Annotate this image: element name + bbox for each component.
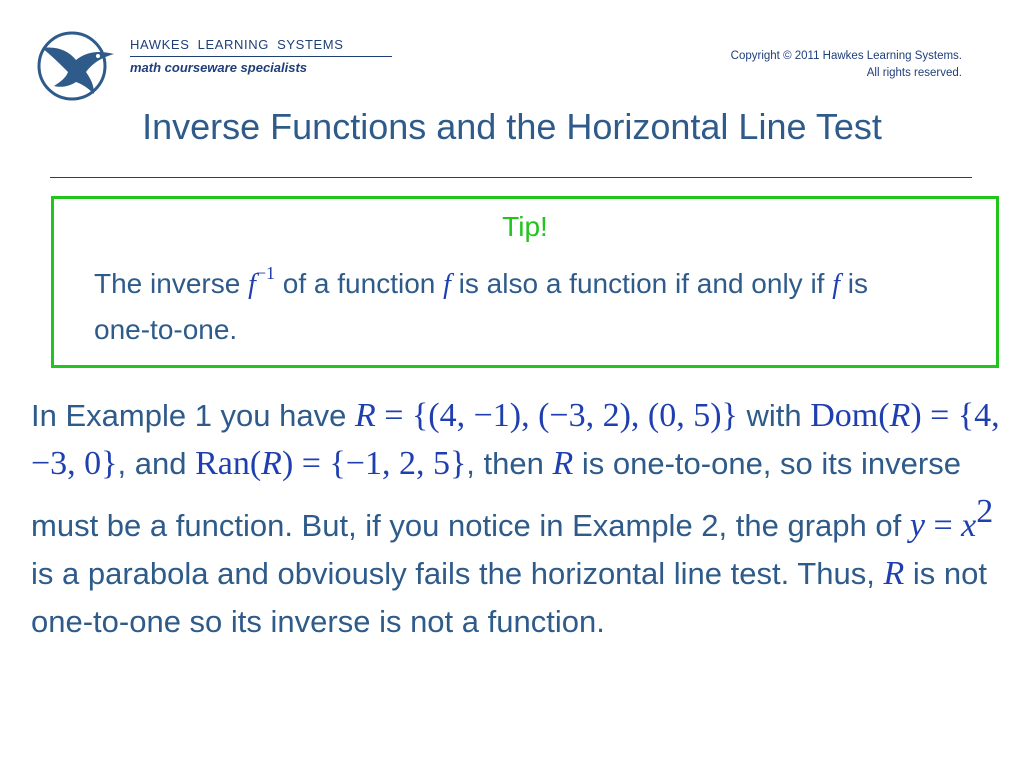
body-text-3: , and <box>117 446 196 481</box>
body-text-7: is not one-to-one so its inverse is not a function. <box>31 556 987 639</box>
tip-heading: Tip! <box>502 211 548 242</box>
body-text-6: is a parabola and obviously fails the horizontal line test. Thus, <box>31 556 884 591</box>
tip-text-1: The inverse <box>94 268 249 299</box>
math-paren: ) <box>281 445 294 482</box>
math-paren: ) <box>910 397 922 434</box>
body-text-2: with <box>737 398 811 433</box>
math-y: y <box>909 507 925 544</box>
body-text-1: In Example 1 you have <box>31 398 355 433</box>
math-r: R <box>552 445 574 482</box>
math-paren: ( <box>878 397 890 434</box>
tip-text-3: is also a function if and only if <box>450 268 833 299</box>
math-r: R <box>261 445 282 482</box>
copyright-notice <box>731 48 962 82</box>
math-f: f <box>248 269 256 300</box>
math-exponent-2: 2 <box>976 493 994 530</box>
tip-text <box>94 251 914 352</box>
math-f: f <box>832 269 841 300</box>
brand-tagline: math courseware specialists <box>130 60 308 75</box>
math-range-set: = {−1, 2, 5} <box>293 445 467 482</box>
math-domain-set: = {4, −3, 0} <box>31 397 1000 482</box>
brand-block <box>130 37 392 75</box>
math-r: R <box>889 397 911 434</box>
math-paren: ( <box>249 445 262 482</box>
brand-divider <box>130 56 392 57</box>
body-paragraph <box>31 392 1021 646</box>
math-exponent: −1 <box>255 263 276 283</box>
slide-title: Inverse Functions and the Horizontal Line Test <box>142 106 882 147</box>
math-equals: = <box>924 507 962 544</box>
math-r: R <box>883 555 905 592</box>
body-text-5: is one-to-one, so its inverse must be a function. But, if you notice in Example 2, the graph of <box>31 446 961 543</box>
math-r: R <box>354 397 376 434</box>
title-divider <box>50 177 972 178</box>
math-relation-set: = {(4, −1), (−3, 2), (0, 5)} <box>375 397 738 434</box>
tip-text-4: is one-to-one. <box>94 268 869 345</box>
tip-box <box>51 196 999 368</box>
math-f: f <box>443 269 451 300</box>
copyright-line-1: Copyright © 2011 Hawkes Learning Systems. <box>730 50 962 62</box>
tip-text-2: of a function <box>275 268 444 299</box>
math-ran: Ran <box>195 445 250 482</box>
eagle-globe-logo-icon <box>34 28 118 104</box>
copyright-line-2: All rights reserved. <box>866 67 962 79</box>
body-text-4: , then <box>466 446 553 481</box>
math-f-inverse <box>248 263 276 300</box>
brand-name: HAWKES LEARNING SYSTEMS <box>130 37 344 52</box>
math-x: x <box>961 507 977 544</box>
math-dom: Dom <box>810 397 879 434</box>
